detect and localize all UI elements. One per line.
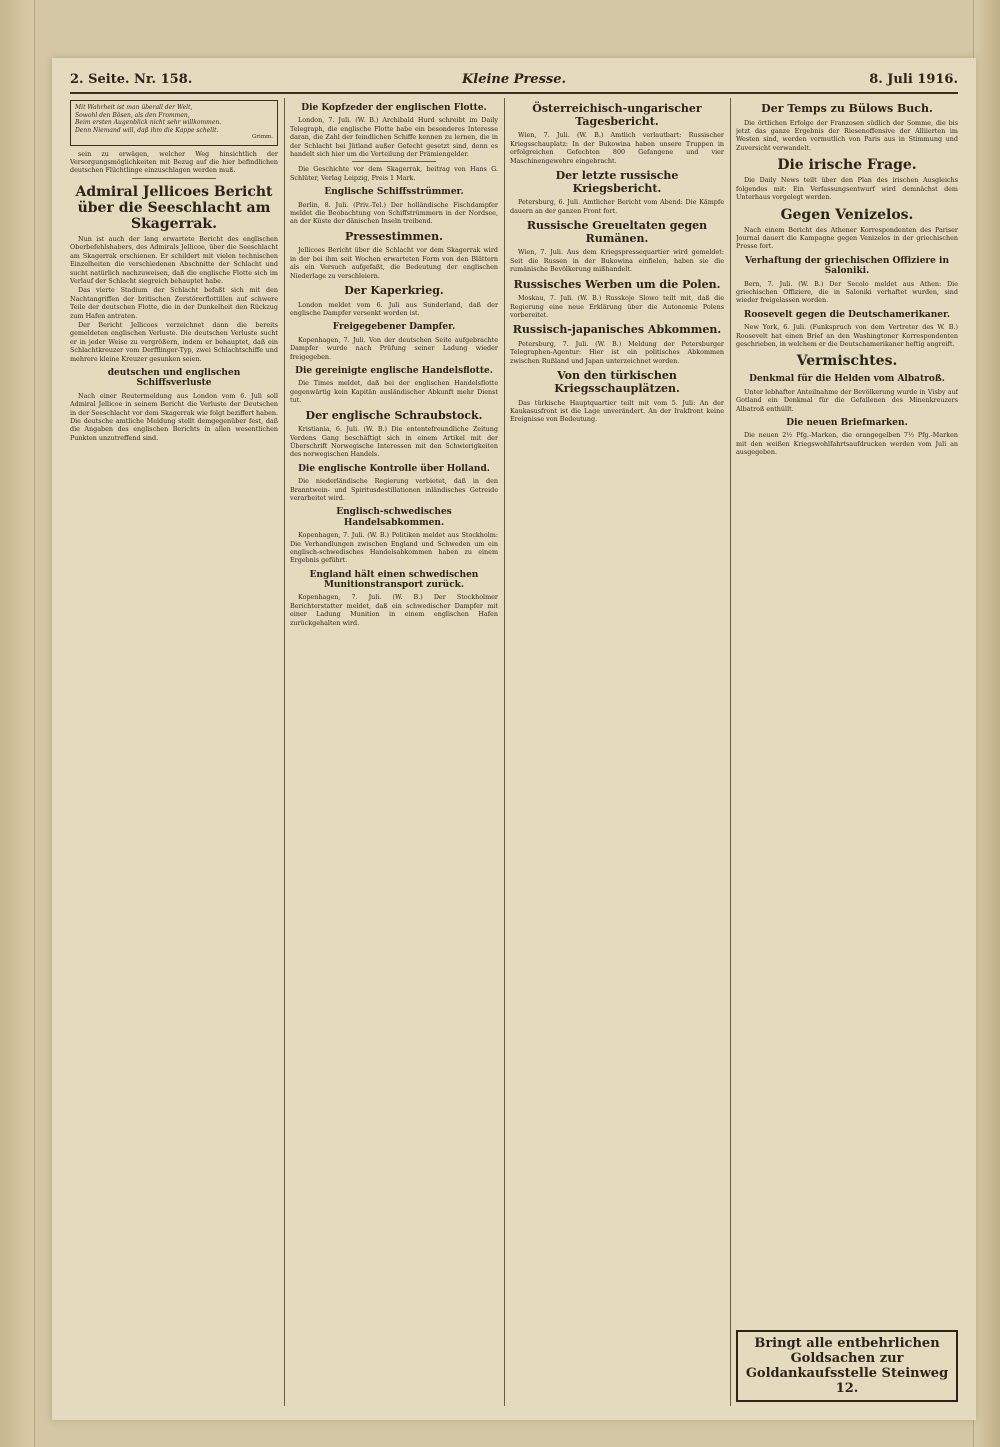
headline-press-voices: Pressestimmen. [344, 229, 443, 243]
headline-austrian-report: Österreichisch-ungarischer Tagesbericht. [532, 102, 702, 128]
headline-temps-buelow: Der Temps zu Bülows Buch. [761, 102, 933, 115]
headline-holland-control: Die englische Kontrolle über Holland. [298, 463, 490, 474]
motto-box [70, 100, 278, 146]
article-text: Wien, 7. Juli. (W. B.) Amtlich verlautbart: Russischer Kriegsschauplatz: In der Bukowina haben unsere Truppen in erfolgreichen Gefechten 800 Gefangene und vier Maschinengewehre eingebracht. [510, 131, 724, 165]
article-text: Das türkische Hauptquartier teilt mit vom 5. Juli: An der Kaukasusfront ist die Lage unverändert. An der Irakfront keine Ereignisse von Bedeutung. [510, 398, 724, 424]
headline-new-stamps: Die neuen Briefmarken. [786, 418, 908, 429]
article-text: Unter lebhafter Anteilnahme der Bevölkerung wurde in Visby auf Gotland ein Denkmal für die Gefallenen des Minenkreuzers Albatroß enthüllt. [736, 387, 958, 413]
newspaper-page [52, 58, 976, 1420]
article-text: Moskau, 7. Juli. (W. B.) Russkoje Slowo teilt mit, daß die Regierung eine neue Erklärung über die Autonomie Polens vorbereitet. [510, 294, 724, 319]
headline-turkish-fronts: Von den türkischen Kriegsschauplätzen. [554, 369, 680, 395]
article-text: Der Bericht Jellicoes verzeichnet dann die bereits gemeldeten englischen Verluste. Die deutschen Verluste sucht er in jeder Weise zu vergrößern, indem er behauptet, daß ein Schlachtkreuzer vom Derfflinger-Typ, zwei Schlachtschiffe und mehrere kleine Kreuzer gesunken seien. [70, 321, 278, 363]
headline-jellicoe-report: Admiral Jellicoes Bericht über die Seeschlacht am Skagerrak. [75, 183, 273, 232]
masthead [70, 68, 958, 94]
article-text: Petersburg, 6. Juli. Amtlicher Bericht vom Abend: Die Kämpfe dauern an der ganzen Front fort. [510, 198, 724, 215]
column-2 [290, 98, 498, 1406]
headline-merchant-fleet: Die gereinigte englische Handelsflotte. [295, 366, 493, 377]
column-3 [510, 98, 724, 1406]
article-text: Kopenhagen, 7. Juli. (W. B.) Der Stockholmer Berichterstatter meldet, daß ein schwedischer Dampfer mit einer Ladung Munition in einem englischen Hafen zurückgehalten wird. [290, 593, 498, 627]
article-text: Die niederländische Regierung verbietet, daß in den Branntwein- und Spiritusdestillationen inländisches Getreide verarbeitet wird. [290, 477, 498, 503]
divider [132, 178, 215, 179]
scan-left-edge [0, 0, 35, 1447]
column-4 [736, 98, 958, 1406]
section-miscellaneous: Vermischtes. [796, 353, 898, 370]
motto-line: Denn Niemand will, daß ihm die Kappe schellt. [75, 126, 219, 134]
article-text: sein zu erwägen, welcher Weg hinsichtlich der Versorgungsmöglichkeiten mit Bezug auf die hier befindlichen deutschen Flüchtlinge einzuschlagen werden muß. [70, 149, 278, 175]
article-text: Kopenhagen, 7. Juli. Von der deutschen Seite aufgebrachte Dampfer wurde nach Prüfung seiner Ladung wieder freigegeben. [290, 335, 498, 361]
column-rule [284, 98, 285, 1406]
issue-date: 8. Juli 1916. [869, 72, 958, 87]
headline-atrocities: Russische Greueltaten gegen Rumänen. [526, 219, 708, 245]
article-text: Das vierte Stadium der Schlacht befaßt sich mit den Nachtangriffen der britischen Zerstörerflottillen auf schwere Teile der deutschen Flotte, die in der Dunkelheit den Rückzug zum Hafen antraten. [70, 286, 278, 320]
headline-kopfzeder: Die Kopfzeder der englischen Flotte. [301, 103, 487, 113]
motto-author: Grimm. [252, 134, 273, 140]
headline-venizelos: Gegen Venizelos. [780, 206, 914, 223]
article-text: Nach einer Reutermeldung aus London vom 6. Juli soll Admiral Jellicoe in seinem Bericht die Verluste der Deutschen in der Seeschlacht vor dem Skagerrak wie folgt beziffert haben. Die deutsche amtliche Meldung stellt demgegenüber fest, daß die Angaben des englischen Berichts in allen wesentlichen Punkten unzutreffend sind. [70, 391, 278, 442]
scan-right-edge [973, 0, 1000, 1447]
headline-privateering: Der Kaperkrieg. [344, 284, 444, 298]
article-text: Die Times meldet, daß bei der englischen Handelsflotte gegenwärtig kein Kapitän ausländischer Abkunft mehr Dienst tut. [290, 379, 498, 405]
motto-line: Beim ersten Augenblick nicht sehr willkommen. [75, 119, 222, 126]
article-text: Bern, 7. Juli. (W. B.) Der Secolo meldet aus Athen: Die griechischen Offiziere, die in Saloniki verhaftet wurden, sind wieder freigelassen worden. [736, 279, 958, 305]
article-text: Jellicoes Bericht über die Schlacht vor dem Skagerrak wird in der bei ihm seit Wochen erwarteten Form von den Blättern als ein Versuch aufgefaßt, die Bedeutung der englischen Niederlage zu verschleiern. [290, 246, 498, 280]
article-text: New York, 6. Juli. (Funkspruch von dem Vertreter des W. B.) Roosevelt hat einen Brief an den Washingtoner Korrespondenten geschrieben, in welchem er die Deutschamerikaner heftig angreift. [736, 323, 958, 348]
headline-albatross-memorial: Denkmal für die Helden vom Albatroß. [749, 374, 945, 385]
headline-polish-courting: Russisches Werben um die Polen. [513, 277, 721, 291]
headline-russian-report: Der letzte russische Kriegsbericht. [555, 168, 679, 195]
column-rule [504, 98, 505, 1406]
headline-vise: Der englische Schraubstock. [305, 408, 483, 422]
article-text: Nun ist auch der lang erwartete Bericht des englischen Oberbefehlshabers, des Admirals Jellicoe, über die Seeschlacht am Skagerrak erschienen. Er schildert mit vielen technischen Einzelheiten die verschiedenen Abschnitte der Schlacht und sucht natürlich nachzuweisen, daß die englische Flotte sich im Verlauf der Schlacht siegreich behauptet habe. [70, 235, 278, 286]
gold-collection-advert: Bringt alle entbehrlichen Goldsachen zur Goldankaufsstelle Steinweg 12. [736, 1330, 958, 1402]
newspaper-title: Kleine Presse. [461, 72, 567, 87]
article-text: London, 7. Juli. (W. B.) Archibald Hurd schreibt im Daily Telegraph, die englische Flotte habe ein besonderes Interesse daran, die Zahl der feindlichen Schiffe kennen zu lernen, die in der Schlacht bei Jütland außer Gefecht gesetzt sind, denn es handelt sich hier um die Verteilung der Prämiengelder. [290, 116, 498, 158]
headline-russo-japanese: Russisch-japanisches Abkommen. [512, 323, 722, 337]
headline-munitions-transport: England hält einen schwedischen Munitionstransport zurück. [309, 569, 479, 591]
article-text: London meldet vom 6. Juli aus Sunderland, daß der englische Dampfer versenkt worden ist. [290, 300, 498, 318]
headline-greek-officers: Verhaftung der griechischen Offiziere in Saloniki. [744, 255, 950, 277]
column-rule [730, 98, 731, 1406]
page-number: 2. Seite. Nr. 158. [70, 72, 193, 87]
article-text: Die neuen 2½ Pfg.-Marken, die orangegelben 7½ Pfg.-Marken mit den weißen Kriegswohlfahrtsaufdrucken werden vom Juli an ausgegeben. [736, 431, 958, 457]
subheading-ship-losses: deutschen und englischen Schiffsverluste [107, 368, 241, 389]
article-text: Die örtlichen Erfolge der Franzosen südlich der Somme, die bis jetzt das ganze Ergebnis der Riesenoffensive der Alliierten im Westen sind, werden vermutlich von Paris aus in Stimmung und Zuversicht verwandelt. [736, 118, 958, 152]
headline-roosevelt: Roosevelt gegen die Deutschamerikaner. [743, 309, 951, 320]
headline-released-steamer: Freigegebener Dampfer. [332, 322, 456, 333]
article-text: Die Daily News teilt über den Plan des irischen Ausgleichs folgendes mit: Ein Verfassungsentwurf wird demnächst dem Unterhaus vorgelegt werden. [736, 176, 958, 202]
headline-irish-question: Die irische Frage. [777, 157, 917, 174]
article-text: Wien, 7. Juli. Aus dem Kriegspressequartier wird gemeldet: Seit die Russen in der Bukowina einfielen, haben sie die rumänische Bevölkerung mißhandelt. [510, 248, 724, 274]
article-text: Nach einem Bericht des Athener Korrespondenten des Pariser Journal dauert die Kampagne gegen Venizelos in der griechischen Presse fort. [736, 225, 958, 251]
article-text: Kristiania, 6. Juli. (W. B.) Die ententefreundliche Zeitung Verdens Gang beschäftigt sich in einem Artikel mit der Überschrift Norwegische Interessen mit den Schwierigkeiten des norwegischen Handels. [290, 425, 498, 459]
article-text: Berlin, 8. Juli. (Priv.-Tel.) Der holländische Fischdampfer meldet die Beobachtung von Schiffstrümmern in der Nordsee, an der Küste der dänischen Inseln treibend. [290, 200, 498, 226]
headline-ship-wreckage: Englische Schiffsstrümmer. [324, 187, 464, 198]
book-notice: Die Geschichte vor dem Skagerrak, beitrag von Hans G. Schlüter, Verlag Leipzig, Preis 1 Mark. [290, 165, 498, 182]
article-text: Kopenhagen, 7. Juli. (W. B.) Politiken meldet aus Stockholm: Die Verhandlungen zwischen England und Schweden um ein englisch-schwedisches Handelsabkommen haben zu einem Ergebnis geführt. [290, 531, 498, 565]
motto-line: Mit Wahrheit ist man überall der Welt, [75, 104, 193, 111]
column-1 [70, 98, 278, 1406]
headline-trade-agreement: Englisch-schwedisches Handelsabkommen. [336, 507, 452, 528]
divider [352, 161, 435, 162]
article-text: Petersburg, 7. Juli. (W. B.) Meldung der Petersburger Telegraphen-Agentur: Hier ist ein politisches Abkommen zwischen Rußland und Japan unterzeichnet worden. [510, 340, 724, 365]
motto-line: Sowohl den Bösen, als den Frommen, [75, 111, 190, 119]
